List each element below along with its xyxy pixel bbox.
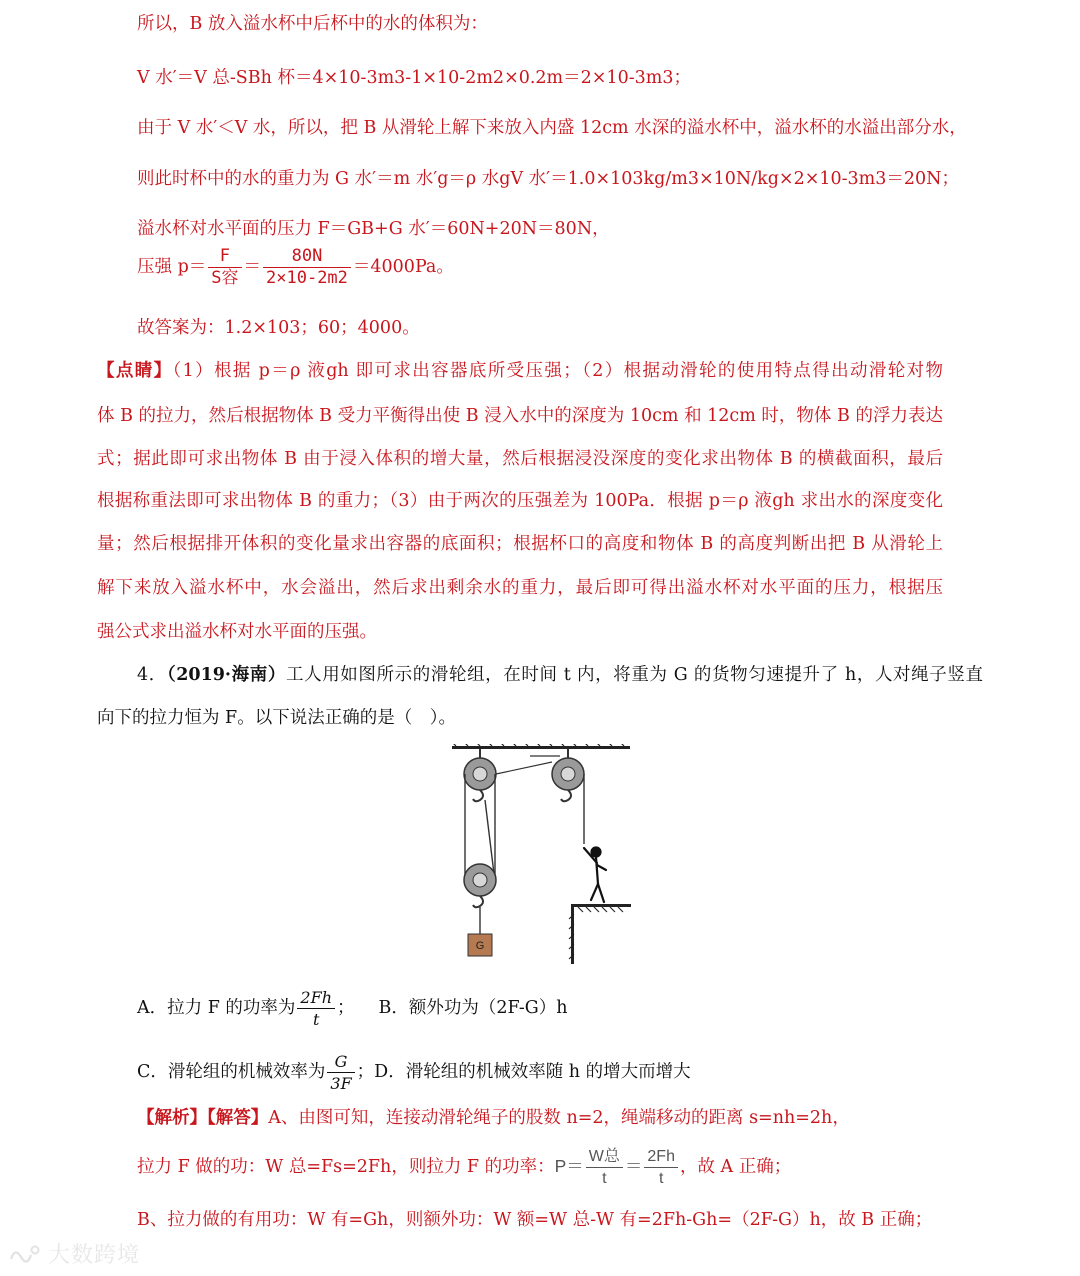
option-a-sep: ； — [337, 998, 355, 1018]
fraction-numerator: W总 — [586, 1146, 623, 1168]
analysis-line-3: B、拉力做的有用功：W 有=Gh，则额外功：W 额=W 总-W 有=2Fh-Gh=（2F-G）h，故 B 正确； — [137, 1210, 933, 1230]
solution-line-1: 所以，B 放入溢水杯中后杯中的水的体积为： — [137, 14, 488, 34]
pressure-formula — [137, 246, 454, 289]
fraction-numerator: F — [208, 246, 241, 268]
equals-sign: ＝ — [243, 257, 262, 277]
fraction-numerator: 2Fh — [644, 1146, 678, 1168]
fraction-denominator: t — [658, 1170, 664, 1187]
question-line-1 — [137, 663, 983, 687]
question-line-2: 向下的拉力恒为 F。以下说法正确的是（ ）。 — [97, 708, 456, 728]
option-c-prefix: C．滑轮组的机械效率为 — [137, 1062, 326, 1082]
tip-line-2: 体 B 的拉力，然后根据物体 B 受力平衡得出使 B 浸入水中的深度为 10cm 和 12cm 时，物体 B 的浮力表达 — [97, 406, 943, 426]
solution-line-2: V 水′＝V 总-SBh 杯＝4×10-3m3-1×10-2m2×0.2m＝2×10-3m3； — [137, 68, 691, 88]
option-b: B．额外功为（2F-G）h — [378, 998, 568, 1018]
fraction-80n — [263, 246, 351, 289]
option-a-fraction — [297, 987, 335, 1030]
analysis-line-1 — [137, 1106, 850, 1130]
option-c-d — [137, 1051, 691, 1094]
option-c-fraction — [327, 1051, 354, 1094]
solution-line-5: 溢水杯对水平面的压力 F＝GB+G 水′＝60N+20N＝80N， — [137, 219, 610, 239]
fraction-denominator: 2×10-2m2 — [266, 268, 348, 288]
power-fraction-1 — [586, 1146, 623, 1189]
tip-line-1 — [97, 359, 943, 383]
analysis-line-2-prefix: 拉力 F 做的功：W 总=Fs=2Fh，则拉力 F 的功率： — [137, 1157, 555, 1178]
option-c-sep: ； — [356, 1062, 375, 1082]
question-text: 工人用如图所示的滑轮组，在时间 t 内，将重为 G 的货物匀速提升了 h，人对绳子竖直 — [285, 665, 983, 685]
fraction-denominator: t — [312, 1010, 320, 1029]
fraction-denominator: 3F — [330, 1074, 352, 1093]
tip-line-6: 解下来放入溢水杯中，水会溢出，然后求出剩余水的重力，最后即可得出溢水杯对水平面的压力，根据压 — [97, 578, 943, 598]
solution-line-3: 由于 V 水′＜V 水，所以，把 B 从滑轮上解下来放入内盛 12cm 水深的溢水杯中，溢水杯的水溢出部分水， — [137, 118, 967, 138]
fraction-numerator: G — [327, 1051, 354, 1073]
worker-figure — [584, 848, 606, 903]
answer-line: 故答案为：1.2×103；60；4000。 — [137, 318, 420, 338]
question-source: （2019·海南） — [166, 665, 286, 685]
tip-label: 【点睛】 — [97, 361, 173, 381]
question-number: 4． — [137, 665, 167, 685]
fraction-numerator: 2Fh — [297, 987, 335, 1009]
tip-line-7: 强公式求出溢水杯对水平面的压强。 — [97, 622, 377, 642]
tip-line-4: 根据称重法即可求出物体 B 的重力；（3）由于两次的压强差为 100Pa．根据 p＝ρ 液gh 求出水的深度变化 — [97, 491, 943, 511]
ceiling — [452, 746, 630, 749]
power-eq: P＝ — [554, 1156, 584, 1177]
analysis-text: A、由图可知，连接动滑轮绳子的股数 n=2，绳端移动的距离 s=nh=2h， — [268, 1108, 850, 1128]
pressure-prefix: 压强 p＝ — [137, 257, 207, 277]
fraction-denominator: t — [602, 1170, 607, 1187]
analysis-label: 【解析】【解答】 — [137, 1108, 269, 1128]
analysis-line-2-suffix: ，故 A 正确； — [679, 1157, 792, 1178]
hook-left — [473, 790, 483, 801]
ledge — [571, 904, 631, 907]
fraction-denominator: S容 — [211, 268, 239, 288]
tip-text: （1）根据 p＝ρ 液gh 即可求出容器底所受压强；（2）根据动滑轮的使用特点得出动滑轮对物 — [172, 361, 944, 381]
fraction-f-over-s — [208, 246, 241, 289]
pulley-diagram — [440, 744, 640, 966]
watermark — [8, 1238, 140, 1269]
option-d: D．滑轮组的机械效率随 h 的增大而增大 — [374, 1062, 691, 1082]
tip-line-5: 量；然后根据排开体积的变化量求出容器的底面积；根据杯口的高度和物体 B 的高度判断出把 B 从滑轮上 — [97, 534, 943, 554]
tip-line-3: 式；据此即可求出物体 B 由于浸入体积的增大量，然后根据浸没深度的变化求出物体 B 的横截面积，最后 — [97, 449, 943, 469]
watermark-text: 大数跨境 — [48, 1243, 141, 1268]
cargo-label: G — [475, 940, 485, 952]
fraction-numerator: 80N — [263, 246, 351, 268]
solution-line-4: 则此时杯中的水的重力为 G 水′＝m 水′g＝ρ 水gV 水′＝1.0×103kg/m3×10N/kg×2×10-3m3＝20N； — [137, 169, 959, 189]
hook-right — [561, 790, 571, 801]
power-formula — [554, 1148, 680, 1187]
watermark-logo-icon — [8, 1243, 42, 1265]
pressure-result: ＝4000Pa。 — [352, 257, 454, 277]
power-fraction-2 — [644, 1146, 678, 1189]
analysis-line-2 — [137, 1146, 791, 1189]
option-a-prefix: A．拉力 F 的功率为 — [137, 998, 296, 1018]
option-a-b — [137, 987, 568, 1030]
power-eq-2: ＝ — [624, 1156, 643, 1177]
